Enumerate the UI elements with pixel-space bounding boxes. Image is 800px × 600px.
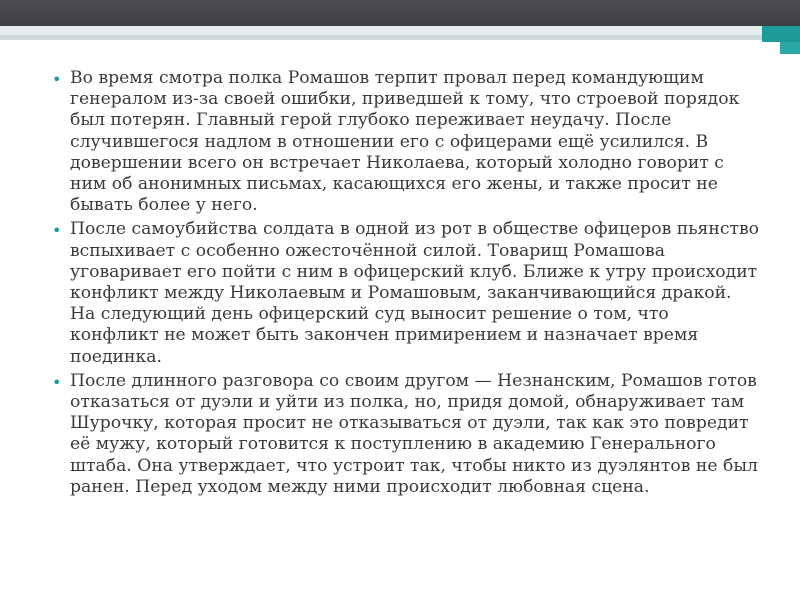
list-item	[48, 219, 760, 367]
bullet-icon: •	[52, 372, 62, 392]
slide-content	[48, 68, 760, 501]
header-stripe	[0, 26, 800, 35]
list-item	[48, 68, 760, 216]
list-item	[48, 371, 760, 498]
teal-accent-block-small	[780, 42, 800, 54]
bullet-list	[48, 68, 760, 498]
bullet-text: После самоубийства солдата в одной из рот в обществе офицеров пьянство вспыхивает с особенно ожесточённой силой. Товарищ Ромашова уговаривает его пойти с ним в офицерский клуб. Ближе к утру происходит конфликт между Николаевым и Ромашовым, заканчивающийся дракой. На следующий день офицерский суд выносит решение о том, что конфликт не может быть закончен примирением и назначает время поединка.	[70, 219, 760, 367]
teal-accent-block	[762, 26, 800, 42]
header-band	[0, 0, 800, 26]
header-stripe-lower	[0, 35, 800, 40]
bullet-icon: •	[52, 221, 62, 241]
bullet-icon: •	[52, 70, 62, 89]
bullet-text: Во время смотра полка Ромашов терпит провал перед командующим генералом из-за своей ошибки, приведшей к тому, что строевой порядок был потерян. Главный герой глубоко переживает неудачу. После случившегося надлом в отношении его с офицерами ещё усилился. В довершении всего он встречает Николаева, который холодно говорит с ним об анонимных письмах, касающихся его жены, и также просит не бывать более у него.	[70, 68, 740, 216]
bullet-text: После длинного разговора со своим другом — Незнанским, Ромашов готов отказаться от дуэли и уйти из полка, но, придя домой, обнаруживает там Шурочку, которая просит не отказываться от дуэли, так как это повредит её мужу, который готовится к поступлению в академию Генерального штаба. Она утверждает, что устроит так, чтобы никто из дуэлянтов не был ранен. Перед уходом между ними происходит любовная сцена.	[70, 370, 758, 497]
